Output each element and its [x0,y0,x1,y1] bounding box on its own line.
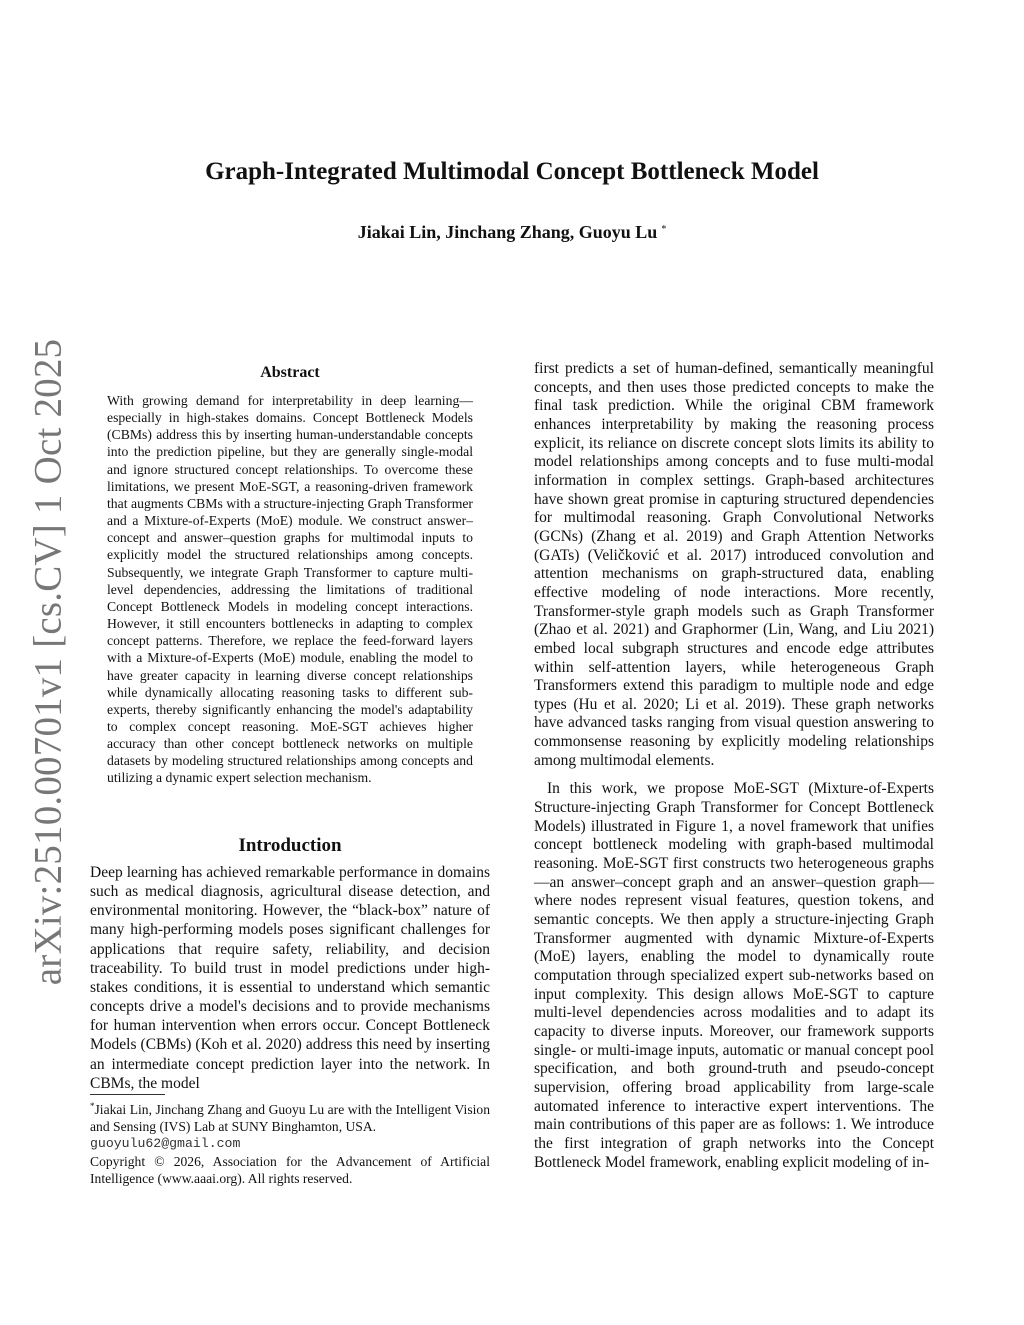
affiliation-text: Jiakai Lin, Jinchang Zhang and Guoyu Lu are with the Intelligent Vision and Sensing (IVS) Lab at SUNY Binghamton, USA. [90,1102,490,1135]
introduction-heading: Introduction [238,835,342,856]
introduction-body: Deep learning has achieved remarkable performance in domains such as medical diagnosis, agricultural disease detection, and environmental monitoring. However, the “black-box” nature of many high-performing models poses significant challenges for applications that require safety, reliability, and decision traceability. To build trust in model predictions under high-stakes conditions, it is essential to understand which semantic concepts drive a model's decisions and to provide mechanisms for human intervention when errors occur. Concept Bottleneck Models (CBMs) (Koh et al. 2020) address this need by inserting an intermediate concept prediction layer into the network. In CBMs, the model [90,864,490,1092]
abstract-body: With growing demand for interpretability in deep learning—especially in high-stakes domains. Concept Bottleneck Models (CBMs) address this by inserting human-understandable concepts into the prediction pipeline, but they are generally single-modal and ignore structured concept relationships. To overcome these limitations, we present MoE-SGT, a reasoning-driven framework that augments CBMs with a structure-injecting Graph Transformer and a Mixture-of-Experts (MoE) module. We construct answer–concept and answer–question graphs for multimodal inputs to explicitly model the structured relationships among concepts. Subsequently, we integrate Graph Transformer to capture multi-level dependencies, addressing the limitations of traditional Concept Bottleneck Models in modeling concept interactions. However, it still encounters bottlenecks in adapting to complex concept patterns. Therefore, we replace the feed-forward layers with a Mixture-of-Experts (MoE) module, enabling the model to have greater capacity in learning diverse concept relationships while dynamically allocating reasoning tasks to different sub-experts, thereby significantly enhancing the model's adaptability to complex concept reasoning. MoE-SGT achieves higher accuracy than other concept bottleneck networks on multiple datasets by modeling structured relationships among concepts and utilizing a dynamic expert selection mechanism. [107,393,473,786]
footnote-divider [90,1094,165,1095]
body-paragraph-2: In this work, we propose MoE-SGT (Mixture-of-Experts Structure-injecting Graph Transformer for Concept Bottleneck Models) illustrated in Figure 1, a novel framework that unifies concept bottleneck modeling with graph-based multimodal reasoning. MoE-SGT first constructs two heterogeneous graphs—an answer–concept graph and an answer–question graph—where nodes represent visual features, question tokens, and semantic concepts. We then apply a structure-injecting Graph Transformer augmented with dynamic Mixture-of-Experts (MoE) layers, enabling the model to dynamically route computation through specialized expert sub-networks based on input complexity. This design allows MoE-SGT to capture multi-level dependencies across modalities and to adapt its capacity to diverse inputs. Moreover, our framework supports single- or multi-image inputs, automatic or manual concept pool specification, and both ground-truth and pseudo-concept supervision, offering broad applicability from large-scale automated inference to interactive expert interventions. The main contributions of this paper are as follows: 1. We introduce the first integration of graph networks into the Concept Bottleneck Model framework, enabling explicit modeling of in- [534,780,934,1171]
right-column [534,360,934,1172]
paper-title: Graph-Integrated Multimodal Concept Bottleneck Model [205,158,819,185]
author-line [0,222,1024,243]
author-footnote-mark: * [661,224,667,235]
body-paragraph-1: first predicts a set of human-defined, semantically meaningful concepts, and then uses those predicted concepts to make the final task prediction. While the original CBM framework enhances interpretability by making the reasoning process explicit, its reliance on discrete concept slots limits its ability to model relationships among concepts and to fuse multi-modal information in complex settings. Graph-based architectures have shown great promise in capturing structured dependencies for multimodal reasoning. Graph Convolutional Networks (GCNs) (Zhang et al. 2019) and Graph Attention Networks (GATs) (Veličković et al. 2017) introduced convolution and attention mechanisms on graph-structured data, enabling effective modeling of node interactions. More recently, Transformer-style graph models such as Graph Transformer (Zhao et al. 2021) and Graphormer (Lin, Wang, and Liu 2021) embed local subgraph structures and encode edge attributes within self-attention layers, while heterogeneous Graph Transformers extend this paradigm to multiple node and edge types (Hu et al. 2020; Li et al. 2019). These graph networks have advanced tasks ranging from visual question answering to commonsense reasoning by explicitly modeling relationships among multimodal elements. [534,360,934,769]
contact-email[interactable]: guoyulu62@gmail.com [90,1136,241,1152]
arxiv-identifier-text: arXiv:2510.00701v1 [cs.CV] 1 Oct 2025 [26,338,70,986]
affiliation-note [90,1098,490,1135]
abstract-heading: Abstract [260,364,320,381]
footnote-mark: * [90,1101,95,1111]
footnote [90,1098,490,1187]
copyright-notice: Copyright © 2026, Association for the Advancement of Artificial Intelligence (www.aaai.org). All rights reserved. [90,1153,490,1186]
author-names: Jiakai Lin, Jinchang Zhang, Guoyu Lu [357,222,658,242]
